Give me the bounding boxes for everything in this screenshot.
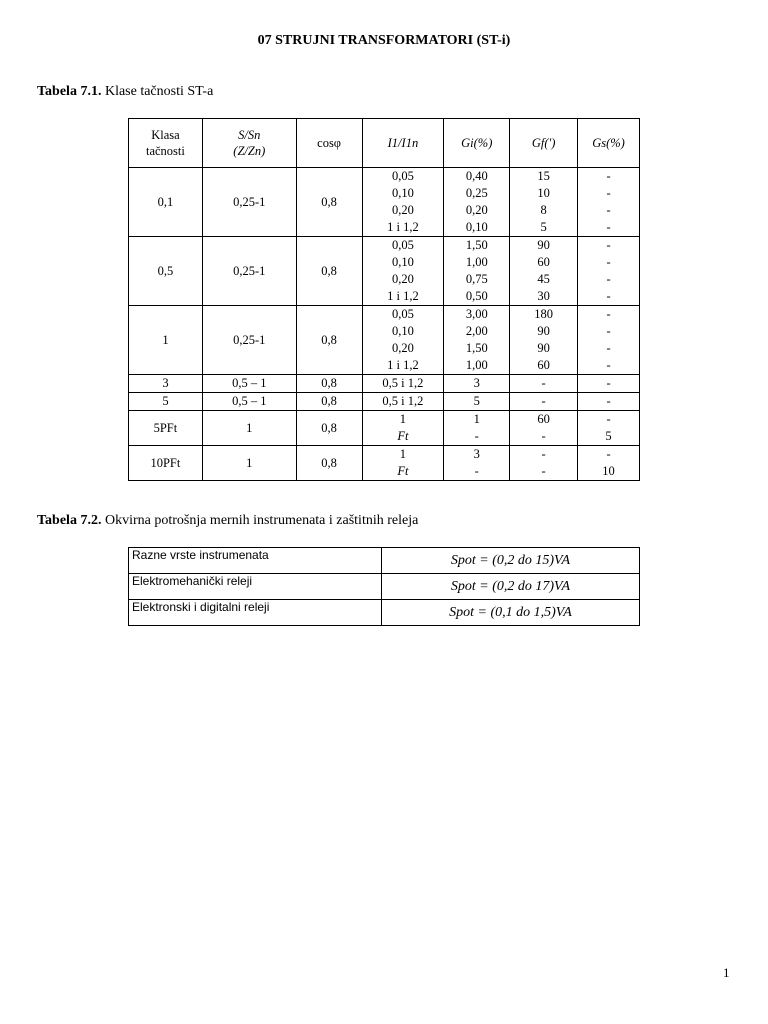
cell-gf: [510, 393, 578, 411]
cell-gi-value: 3,00: [465, 307, 488, 321]
power-formula-cell: Spot = (0,2 do 15)VA: [382, 548, 640, 574]
cell-gs-value: -: [606, 447, 611, 461]
cell-klasa: 5: [129, 393, 203, 411]
table1-caption-text: Klase tačnosti ST-a: [101, 84, 214, 99]
cell-gs-value: -: [606, 394, 611, 408]
cell-ratio-value: 1: [399, 447, 407, 461]
table1-row: [129, 393, 640, 411]
cell-ratio-value: 0,20: [391, 272, 414, 286]
cell-gs-value: -: [606, 203, 611, 217]
cell-gi-value: 0,75: [465, 272, 488, 286]
cell-gi-value: 0,25: [465, 186, 488, 200]
cell-ratio: [362, 375, 444, 393]
cell-ratio: [362, 306, 444, 375]
accuracy-class-table: [128, 118, 640, 481]
cell-ratio-value: 1 i 1,2: [387, 289, 419, 303]
cell-gi-value: -: [474, 429, 479, 443]
cell-gf-value: 45: [537, 272, 550, 286]
power-formula-cell: Spot = (0,1 do 1,5)VA: [382, 600, 640, 626]
cell-gs-value: -: [606, 255, 611, 269]
table2-caption-text: Okvirna potrošnja mernih instrumenata i zaštitnih releja: [101, 513, 419, 528]
cell-gf-value: 60: [537, 412, 550, 426]
cell-ratio: [362, 393, 444, 411]
header-ssn: [202, 119, 296, 168]
cell-gi-value: 3: [473, 376, 480, 390]
cell-cos: 0,8: [296, 168, 362, 237]
cell-ratio-value: 0,05: [391, 169, 414, 183]
cell-gs-value: -: [606, 238, 611, 252]
header-gs: Gs(%): [578, 119, 640, 168]
cell-ssn: 0,25-1: [202, 306, 296, 375]
header-ssn-line2: (Z/Zn): [233, 144, 266, 158]
cell-gi: [444, 446, 510, 481]
cell-cos: 0,8: [296, 237, 362, 306]
cell-klasa: 3: [129, 375, 203, 393]
cell-klasa: 1: [129, 306, 203, 375]
cell-gs-value: -: [606, 307, 611, 321]
cell-gs: [578, 375, 640, 393]
table1-row: [129, 446, 640, 481]
cell-gs: [578, 168, 640, 237]
cell-gi-value: 1,00: [465, 255, 488, 269]
cell-ratio-value: 0,10: [391, 255, 414, 269]
cell-ssn: 0,5 – 1: [202, 375, 296, 393]
cell-gf-value: 30: [537, 289, 550, 303]
cell-ratio: [362, 411, 444, 446]
cell-gi-value: 1,50: [465, 341, 488, 355]
cell-cos: 0,8: [296, 446, 362, 481]
cell-gs-value: -: [606, 289, 611, 303]
cell-gf: [510, 375, 578, 393]
cell-gi-value: -: [474, 464, 479, 478]
cell-ratio-value: Ft: [397, 464, 409, 478]
cell-gi-value: 0,40: [465, 169, 488, 183]
table2-row: [129, 574, 640, 600]
consumption-table: [128, 547, 640, 626]
cell-ratio: [362, 446, 444, 481]
cell-gi: [444, 306, 510, 375]
header-gf: Gf('): [510, 119, 578, 168]
cell-gf: [510, 446, 578, 481]
cell-gf-value: -: [541, 394, 546, 408]
table1-row: [129, 237, 640, 306]
table2-row: [129, 548, 640, 574]
header-klasa-line2: tačnosti: [145, 144, 185, 158]
table1-caption-number: Tabela 7.1.: [37, 84, 102, 99]
cell-ssn: 1: [202, 411, 296, 446]
cell-gf-value: 5: [540, 220, 547, 234]
cell-gf-value: -: [541, 429, 546, 443]
cell-gf: [510, 168, 578, 237]
cell-gi: [444, 411, 510, 446]
cell-gi: [444, 375, 510, 393]
cell-klasa: 5PFt: [129, 411, 203, 446]
cell-gf-value: 8: [540, 203, 547, 217]
cell-gs-value: 5: [605, 429, 612, 443]
cell-gf: [510, 411, 578, 446]
cell-gf-value: 180: [534, 307, 553, 321]
cell-ssn: 0,5 – 1: [202, 393, 296, 411]
cell-klasa: 10PFt: [129, 446, 203, 481]
cell-cos: 0,8: [296, 306, 362, 375]
cell-cos: 0,8: [296, 411, 362, 446]
cell-gs: [578, 237, 640, 306]
cell-klasa: 0,1: [129, 168, 203, 237]
cell-gi-value: 1,00: [465, 358, 488, 372]
table1-row: [129, 168, 640, 237]
cell-gi: [444, 393, 510, 411]
cell-ratio-value: 0,10: [391, 186, 414, 200]
cell-gf-value: -: [541, 464, 546, 478]
cell-ratio-value: 0,20: [391, 203, 414, 217]
cell-gs-value: -: [606, 376, 611, 390]
cell-gi-value: 0,50: [465, 289, 488, 303]
cell-ratio-value: 1 i 1,2: [387, 220, 419, 234]
cell-ratio-value: 0,5 i 1,2: [382, 394, 424, 408]
cell-gs: [578, 306, 640, 375]
cell-gi: [444, 237, 510, 306]
page-number: 1: [723, 965, 730, 980]
cell-gf-value: 15: [537, 169, 550, 183]
header-klasa-line1: Klasa: [151, 128, 180, 142]
cell-ssn: 0,25-1: [202, 168, 296, 237]
cell-ratio-value: 0,05: [391, 238, 414, 252]
cell-gs-value: -: [606, 220, 611, 234]
header-ssn-line1: S/Sn: [238, 128, 261, 142]
instrument-type-cell: Elektronski i digitalni releji: [129, 600, 382, 626]
cell-klasa: 0,5: [129, 237, 203, 306]
cell-ratio-value: 1: [399, 412, 407, 426]
table1-row: [129, 411, 640, 446]
cell-gs-value: 10: [602, 464, 615, 478]
cell-gf: [510, 237, 578, 306]
cell-ratio-value: 0,5 i 1,2: [382, 376, 424, 390]
cell-gs-value: -: [606, 358, 611, 372]
cell-gf-value: -: [541, 447, 546, 461]
cell-ssn: 1: [202, 446, 296, 481]
cell-gs-value: -: [606, 412, 611, 426]
cell-gf-value: 60: [537, 358, 550, 372]
header-gi: Gi(%): [444, 119, 510, 168]
cell-ssn: 0,25-1: [202, 237, 296, 306]
cell-ratio: [362, 237, 444, 306]
cell-gs-value: -: [606, 169, 611, 183]
cell-gf-value: 90: [537, 341, 550, 355]
cell-ratio-value: Ft: [397, 429, 409, 443]
cell-gf-value: 10: [537, 186, 550, 200]
cell-ratio-value: 1 i 1,2: [387, 358, 419, 372]
cell-cos: 0,8: [296, 375, 362, 393]
header-cos: cosφ: [296, 119, 362, 168]
document-title: 07 STRUJNI TRANSFORMATORI (ST-i): [257, 33, 511, 48]
table1-row: [129, 306, 640, 375]
table1-row: [129, 375, 640, 393]
cell-gi-value: 2,00: [465, 324, 488, 338]
cell-gi-value: 5: [473, 394, 480, 408]
table2-caption: [37, 513, 418, 529]
power-formula-cell: Spot = (0,2 do 17)VA: [382, 574, 640, 600]
cell-gi: [444, 168, 510, 237]
cell-ratio-value: 0,05: [391, 307, 414, 321]
header-ratio: I1/I1n: [362, 119, 444, 168]
cell-ratio: [362, 168, 444, 237]
cell-gi-value: 1,50: [465, 238, 488, 252]
cell-gf: [510, 306, 578, 375]
table2-caption-number: Tabela 7.2.: [37, 513, 102, 528]
cell-gf-value: 90: [537, 238, 550, 252]
cell-gs-value: -: [606, 272, 611, 286]
table1-caption: [37, 84, 213, 100]
table2-row: [129, 600, 640, 626]
cell-gs: [578, 393, 640, 411]
cell-gf-value: -: [541, 376, 546, 390]
header-klasa: [129, 119, 203, 168]
cell-gi-value: 0,20: [465, 203, 488, 217]
cell-gs-value: -: [606, 341, 611, 355]
cell-gs: [578, 411, 640, 446]
cell-gs-value: -: [606, 186, 611, 200]
table1-header-row: [129, 119, 640, 168]
instrument-type-cell: Razne vrste instrumenata: [129, 548, 382, 574]
cell-gi-value: 1: [473, 412, 480, 426]
cell-gi-value: 0,10: [465, 220, 488, 234]
cell-gf-value: 60: [537, 255, 550, 269]
cell-gi-value: 3: [473, 447, 480, 461]
cell-gf-value: 90: [537, 324, 550, 338]
instrument-type-cell: Elektromehanički releji: [129, 574, 382, 600]
cell-ratio-value: 0,20: [391, 341, 414, 355]
cell-cos: 0,8: [296, 393, 362, 411]
cell-ratio-value: 0,10: [391, 324, 414, 338]
cell-gs-value: -: [606, 324, 611, 338]
cell-gs: [578, 446, 640, 481]
